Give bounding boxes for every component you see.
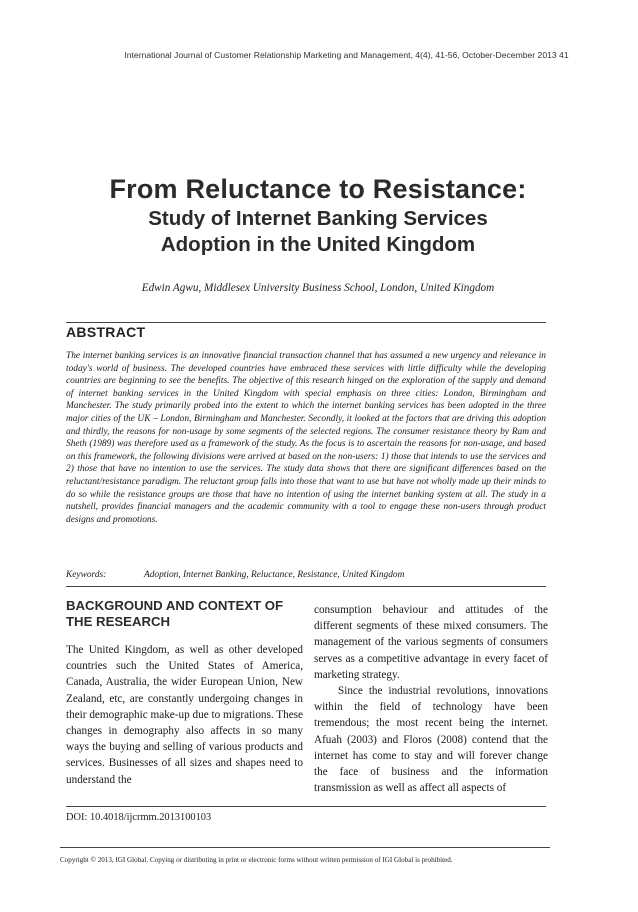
abstract-top-rule bbox=[66, 322, 546, 323]
right-column bbox=[314, 602, 548, 796]
section-heading: BACKGROUND AND CONTEXT OF THE RESEARCH bbox=[66, 598, 284, 629]
article-title-block bbox=[60, 172, 576, 258]
author-affiliation: Edwin Agwu, Middlesex University Business School, London, United Kingdom bbox=[141, 282, 495, 294]
article-title: From Reluctance to Resistance: bbox=[109, 174, 527, 204]
footer-rule bbox=[60, 847, 550, 848]
left-paragraph: The United Kingdom, as well as other developed countries such the United States of America, Canada, Australia, the wider European Union, New Zealand, etc, are constantly undergoing changes in their demographic make-up due to migrations. These changes in demography also affects in so many ways the buying and selling of various products and services. Businesses of all sizes and shapes need to understand the bbox=[66, 644, 303, 786]
right-paragraph-2: Since the industrial revolutions, innovations within the field of technology have been tremendous; the most recent being the internet. Afuah (2003) and Floros (2008) contend that the internet has come to stay and will forever change the face of business and the information transmission as well as affect all aspects of bbox=[314, 685, 548, 795]
copyright-notice: Copyright © 2013, IGI Global. Copying or distributing in print or electronic forms without written permission of IGI Global is prohibited. bbox=[60, 856, 453, 864]
article-subtitle-line2: Adoption in the United Kingdom bbox=[160, 233, 476, 256]
abstract-heading: ABSTRACT bbox=[66, 324, 146, 340]
article-subtitle-line1: Study of Internet Banking Services bbox=[148, 207, 488, 230]
keywords-label: Keywords: bbox=[66, 570, 107, 580]
doi-rule bbox=[66, 806, 546, 807]
doi: DOI: 10.4018/ijcrmm.2013100103 bbox=[66, 812, 212, 823]
abstract-text: The internet banking services is an innovative financial transaction channel that has assumed a new urgency and relevance in today's world of business. The developed countries have embraced these services with little difficulty while the developing countries are beginning to see the benefits. The objective of this research hinged on the exploration of the supply and demand of internet banking services in the United Kingdom with special emphasis on three cities: London, Birmingham and Manchester. The study primarily probed into the extent to which the internet banking services has been adopted in the three major cities of the UK – London, Birmingham and Manchester. Secondly, it looked at the factors that are driving this adoption and thirdly, the reasons for non-usage by some segments of the selected regions. The consumer resistance theory by Ram and Sheth (1989) was therefore used as a framework of the study. As the focus is to ascertain the reasons for non-usage, and based on this framework, the following divisions were arrived at based on the non-users: 1) those that intends to use the services and 2) those that have no intention to use the services. The study data shows that there are significant differences based on the reluctant/resistance paradigm. The reluctant group falls into those that want to use but have not wholly made up their minds to do so while the resistance groups are those that have no intention of using the internet banking system at all. The study in a nutshell, provides financial managers and the academic community with a tool to engage these non-users through product designs and promotions. bbox=[66, 351, 546, 525]
right-paragraph-1: consumption behaviour and attitudes of the different segments of these mixed consumers. The management of the various segments of consumers serves as a competitive advantage in every facet of marketing strategy. bbox=[314, 604, 548, 681]
keywords-list: Adoption, Internet Banking, Reluctance, Resistance, United Kingdom bbox=[144, 570, 405, 580]
abstract-bottom-rule bbox=[66, 586, 546, 587]
keywords-line bbox=[66, 570, 404, 580]
running-head: International Journal of Customer Relationship Marketing and Management, 4(4), 41-56, October-December 2013 41 bbox=[124, 50, 569, 60]
left-column bbox=[66, 598, 303, 788]
